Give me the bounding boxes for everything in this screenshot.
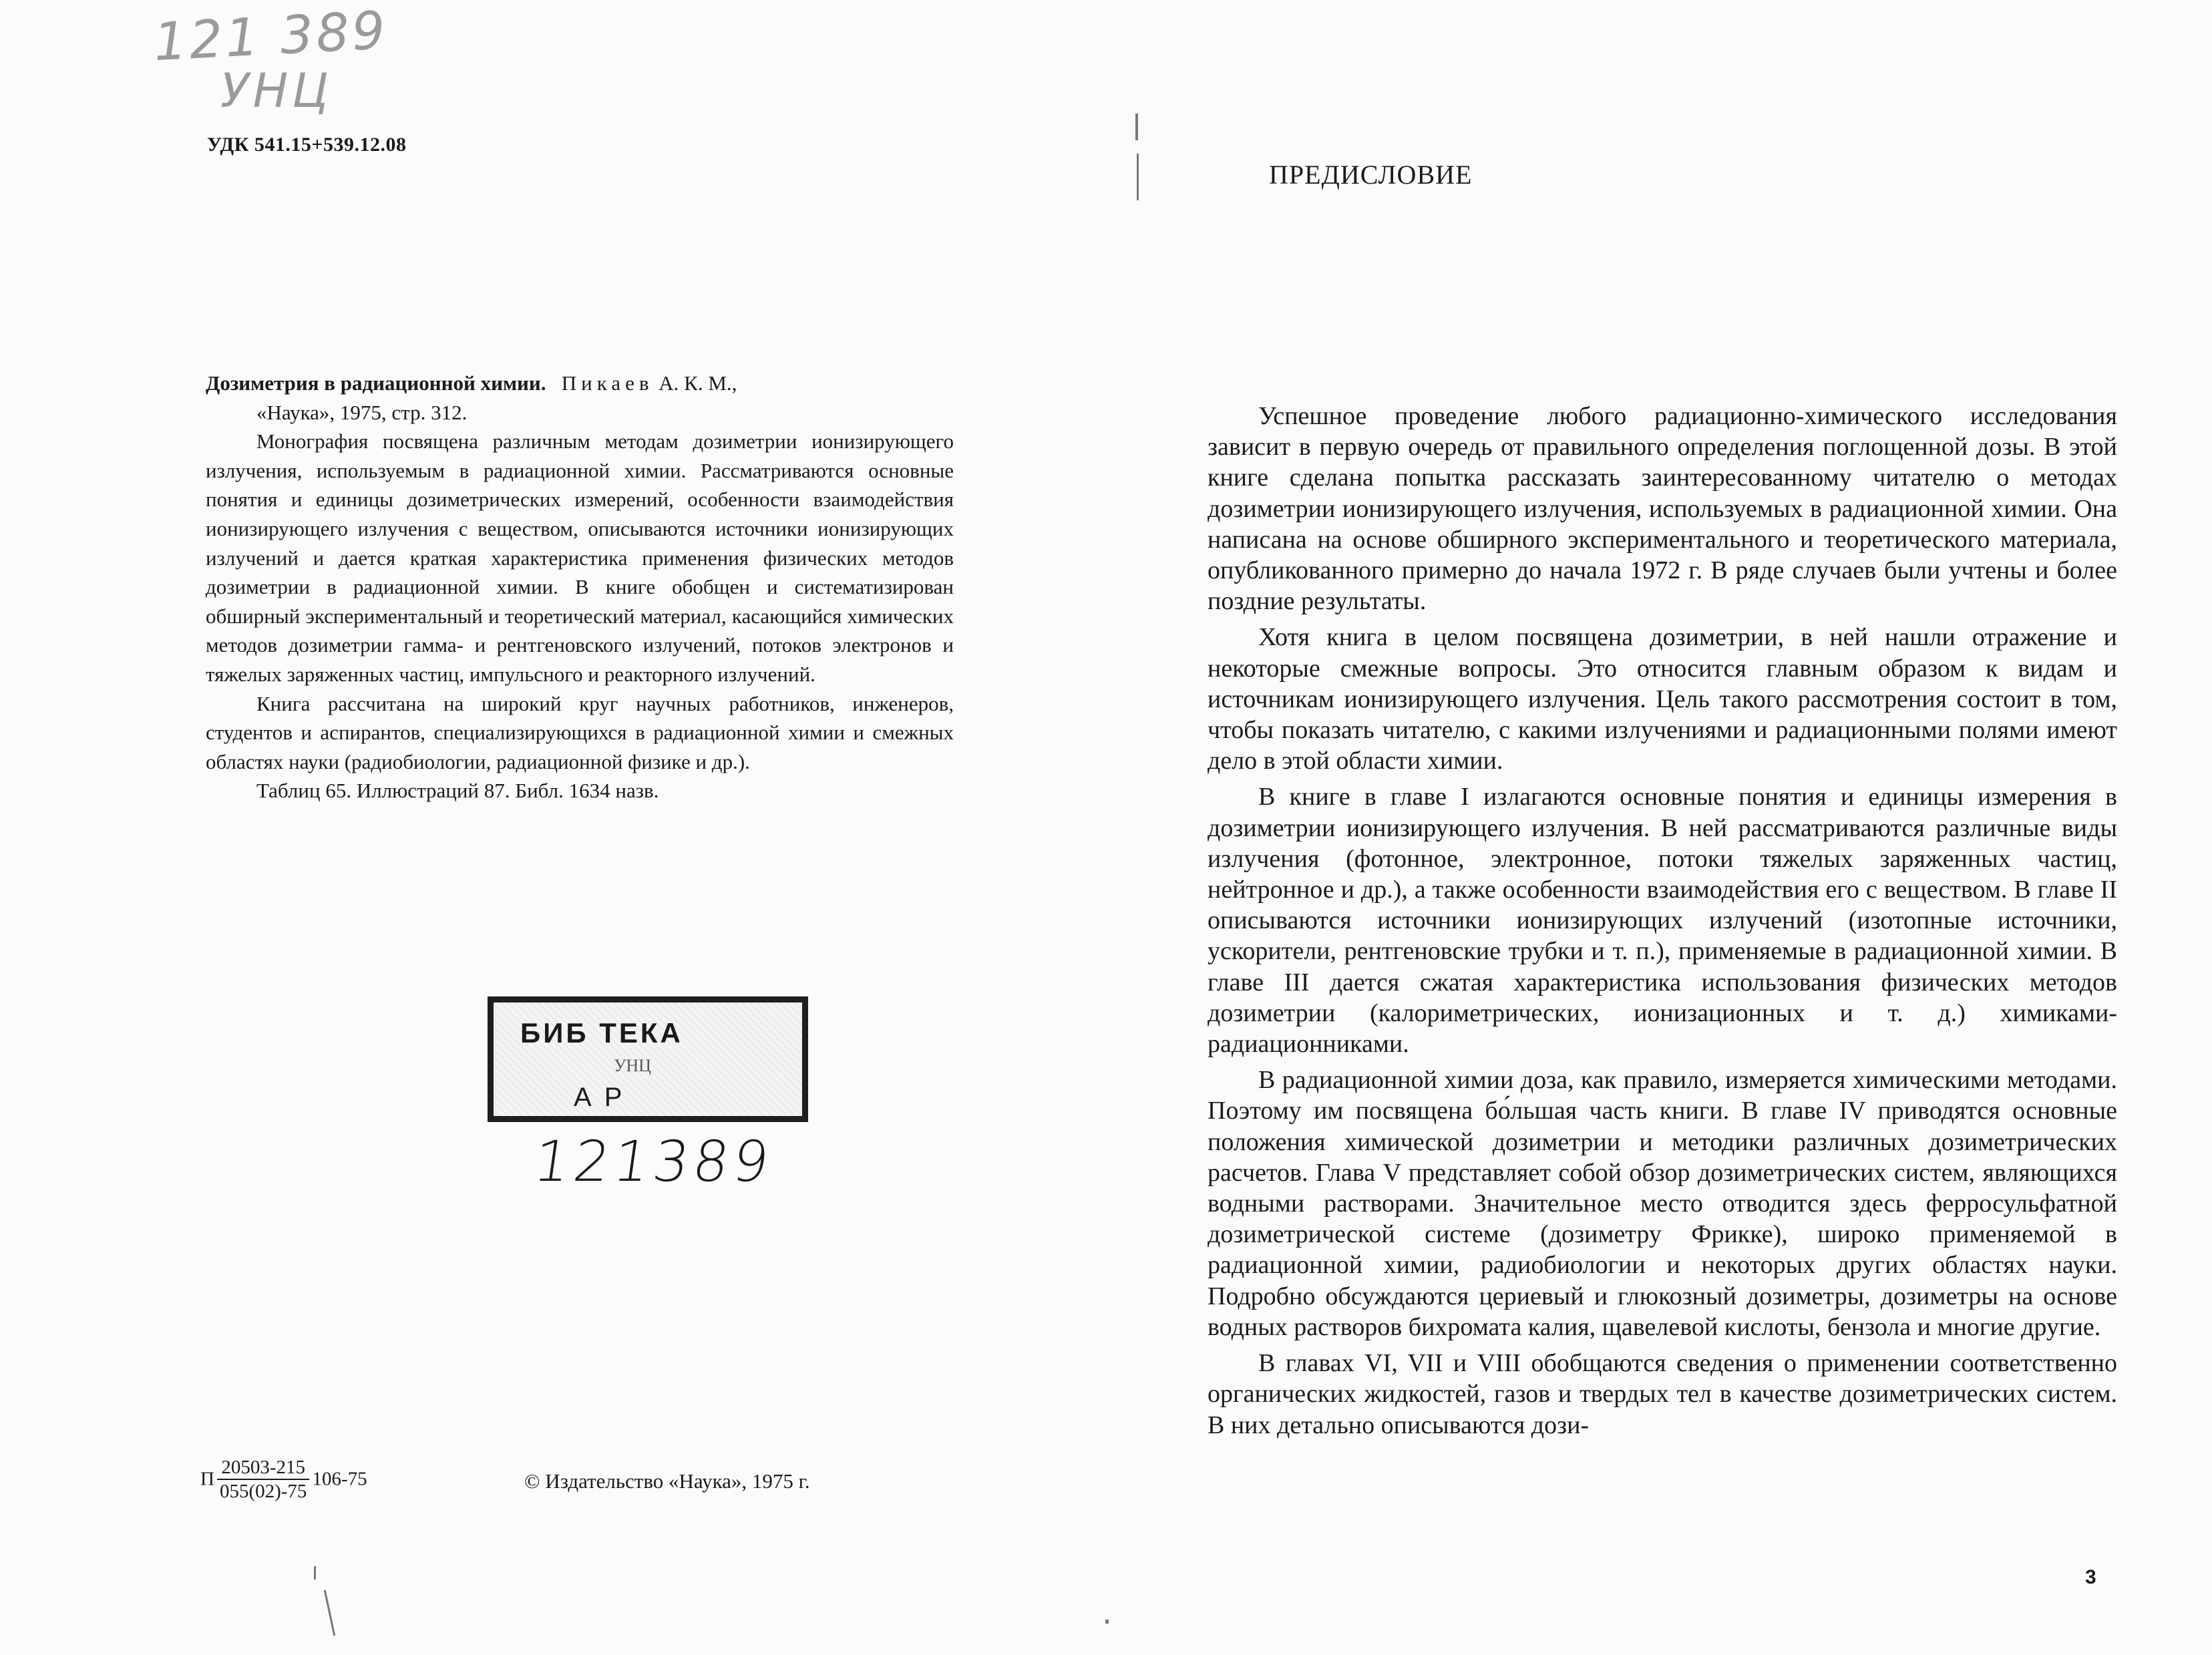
copyright-line: © Издательство «Наука», 1975 г.	[524, 1469, 810, 1493]
stamp-line-1: БИБ ТЕКА	[520, 1017, 683, 1049]
scan-mark	[324, 1590, 335, 1636]
abstract-heading	[206, 369, 954, 398]
preface-paragraph: В книге в главе I излагаются основные понятия и единицы измерения в дозиметрии ионизирующего излучения. В ней рассматриваются различные виды излучения (фотонное, электронное, потоки тяжелых заряженных частиц, нейтронное и др.), а также особенности взаимодействия его с веществом. В главе II описываются источники ионизирующих излучений (изотопные источники, ускорители, рентгеновские трубки и т. п.), применяемые в радиационной химии. В главе III дается сжатая характеристика использования физических методов дозиметрии (калориметрических, ионизационных и т. д.) химиками-радиационниками.	[1208, 783, 2117, 1059]
author-name: Пикаев	[561, 371, 654, 395]
handwritten-inventory-number: 121 389	[152, 0, 389, 73]
abstract-stats: Таблиц 65. Иллюстраций 87. Библ. 1634 назв.	[256, 779, 659, 803]
handwritten-stamp-number: 121389	[530, 1129, 777, 1194]
library-stamp	[488, 996, 808, 1122]
bibliographic-abstract	[206, 369, 954, 805]
scan-mark	[1105, 1620, 1109, 1624]
imprint-denominator: 055(02)-75	[219, 1481, 307, 1502]
preface-paragraph: В главах VI, VII и VIII обобщаются сведения о применении соответственно органических жидкостей, газов и твердых тел в качестве дозиметрических систем. В них детально описываются дози-	[1208, 1349, 2117, 1439]
preface-paragraph: В радиационной химии доза, как правило, измеряется химическими методами. Поэтому им посвящена бо́льшая часть книги. В главе IV приводятся основные положения химической дозиметрии и методики различных дозиметрических расчетов. Глава V представляет собой обзор дозиметрических систем, являющихся водными растворами. Значительное место отводится здесь ферросульфатной дозиметрической системе (дозиметру Фрикке), широко применяемой в радиационной химии, радиобиологии и некоторых других областях науки. Подробно обсуждаются цериевый и глюкозный дозиметры, дозиметры на основе водных растворов бихромата калия, щавелевой кислоты, бензола и многие другие.	[1208, 1066, 2117, 1341]
imprint-numerator: 20503-215	[217, 1456, 309, 1480]
imprint-fraction	[217, 1456, 309, 1503]
preface-body	[1208, 401, 2117, 1446]
handwritten-abbreviation: УНЦ	[220, 63, 333, 118]
page-number: 3	[2085, 1566, 2096, 1588]
abstract-paragraph: Монография посвящена различным методам дозиметрии ионизирующего излучения, используемым в радиационной химии. Рассматриваются основные понятия и единицы дозиметрических измерений, особенности взаимодействия ионизирующего излучения с веществом, описываются источники ионизирующих излучений и дается краткая характеристика применения физических методов дозиметрии в радиационной химии. В книге обобщен и систематизирован обширный экспериментальный и теоретический материал, касающийся химических методов дозиметрии гамма- и рентгеновского излучений, потоков электронов и тяжелых заряженных частиц, импульсного и реакторного излучений.	[206, 429, 954, 686]
stamp-line-2: УНЦ	[614, 1056, 651, 1075]
imprint-code	[200, 1456, 367, 1503]
abstract-paragraph: Книга рассчитана на широкий круг научных работников, инженеров, студентов и аспирантов, специализирующихся в радиационной химии и смежных областях науки (радиобиологии, радиационной физике и др.).	[206, 691, 954, 773]
author-initials: А. К. М.,	[653, 371, 737, 395]
imprint-suffix: 106-75	[312, 1468, 367, 1490]
scan-mark	[314, 1566, 316, 1580]
preface-paragraph: Хотя книга в целом посвящена дозиметрии, в ней нашли отражение и некоторые смежные вопросы. Это относится главным образом к видам и источникам ионизирующего излучения. Цель такого рассмотрения состоит в том, чтобы показать читателю, с какими излучениями и радиационными полями имеют дело в этой области химии.	[1208, 623, 2117, 775]
stamp-line-3: А Р	[574, 1083, 625, 1112]
book-title: Дозиметрия в радиационной химии.	[206, 371, 546, 395]
scan-mark	[1137, 154, 1139, 200]
imprint-letter: П	[200, 1468, 214, 1490]
page-title: ПРЕДИСЛОВИЕ	[1269, 160, 1473, 190]
preface-paragraph: Успешное проведение любого радиационно-химического исследования зависит в первую очередь от правильного определения поглощенной дозы. В этой книге сделана попытка рассказать заинтересованному читателю о методах дозиметрии ионизирующего излучения, используемых в радиационной химии. Она написана на основе обширного экспериментального и теоретического материала, опубликованного примерно до начала 1972 г. В ряде случаев были учтены и более поздние результаты.	[1208, 402, 2117, 616]
udk-code: УДК 541.15+539.12.08	[207, 134, 407, 156]
scan-mark	[1135, 114, 1138, 140]
publisher-line: «Наука», 1975, стр. 312.	[256, 400, 468, 424]
